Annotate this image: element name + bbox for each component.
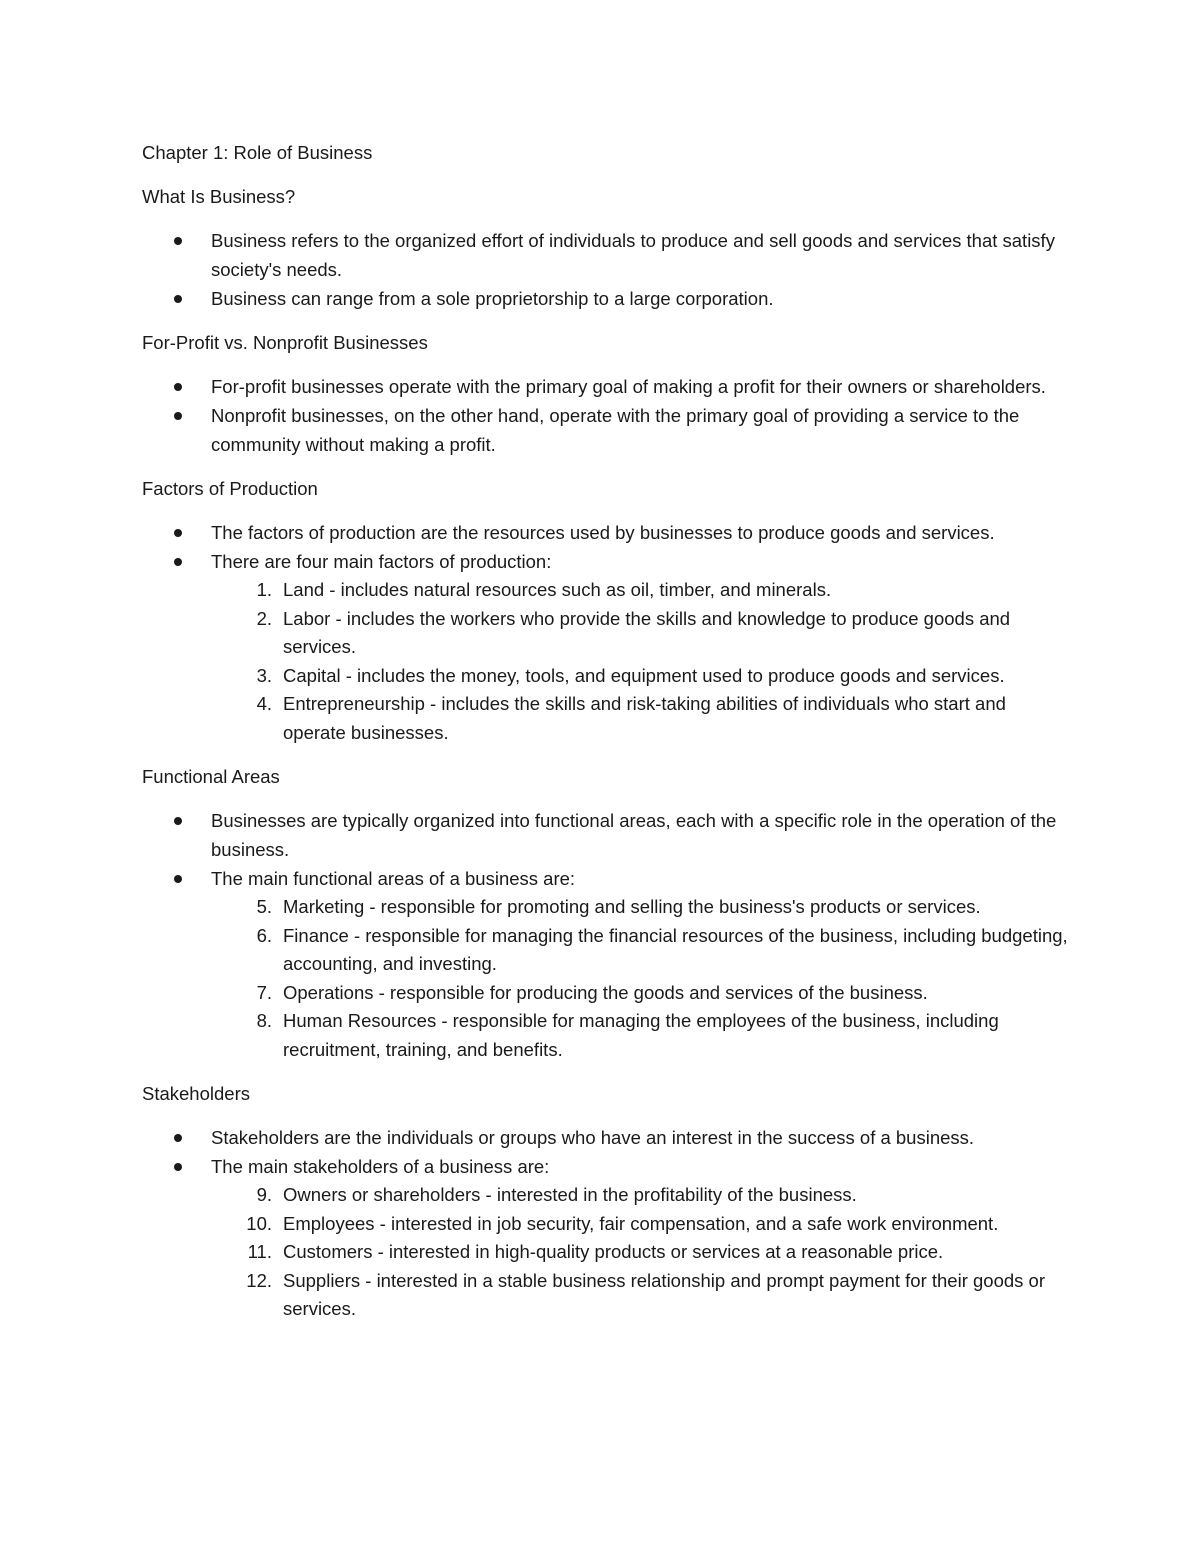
item-text: Employees - interested in job security, fair compensation, and a safe work environment.: [283, 1212, 999, 1234]
numbered-list: [211, 576, 1072, 747]
bullet-text: Stakeholders are the individuals or groups who have an interest in the success of a business.: [211, 1127, 975, 1148]
item-text: Human Resources - responsible for managing the employees of the business, including recruitment, training, and benefits.: [283, 1010, 999, 1060]
bullet-icon: [174, 237, 182, 245]
bullet-icon: [174, 558, 182, 566]
numbered-item: [142, 893, 1072, 922]
item-number: 3.: [256, 664, 272, 686]
item-text: Finance - responsible for managing the financial resources of the business, including budgeting, accounting, and investing.: [283, 924, 1068, 974]
item-text: Operations - responsible for producing the goods and services of the business.: [283, 981, 928, 1003]
bullet-list: [142, 1123, 1072, 1324]
bullet-item: [142, 372, 1072, 401]
item-number: 10.: [246, 1212, 272, 1234]
numbered-item: [142, 922, 1072, 979]
section-heading: Functional Areas: [142, 766, 280, 787]
bullet-item: [142, 226, 1072, 284]
bullet-list: [142, 226, 1072, 313]
numbered-item: [142, 1181, 1072, 1210]
numbered-item: [142, 690, 1072, 747]
numbered-list: [211, 1181, 1072, 1324]
bullet-text: Nonprofit businesses, on the other hand, operate with the primary goal of providing a service to the community without making a profit.: [211, 405, 1020, 455]
item-number: 11.: [247, 1241, 272, 1262]
bullet-item: [142, 1123, 1072, 1152]
item-number: 5.: [256, 896, 272, 917]
section-heading: Factors of Production: [142, 478, 318, 499]
item-text: Entrepreneurship - includes the skills and risk-taking abilities of individuals who start and operate businesses.: [283, 693, 1006, 743]
bullet-item: [142, 1152, 1072, 1324]
document-title: Chapter 1: Role of Business: [142, 142, 373, 163]
item-number: 1.: [256, 579, 272, 600]
numbered-item: [142, 1210, 1072, 1239]
bullet-icon: [174, 1163, 182, 1171]
numbered-item: [142, 605, 1072, 662]
section-heading: Stakeholders: [142, 1083, 250, 1104]
item-text: Land - includes natural resources such as oil, timber, and minerals.: [283, 579, 832, 600]
numbered-item: [142, 979, 1072, 1008]
bullet-text: Business can range from a sole proprietorship to a large corporation.: [211, 288, 774, 309]
numbered-item: [142, 1267, 1072, 1324]
item-number: 6.: [256, 924, 272, 946]
item-text: Owners or shareholders - interested in the profitability of the business.: [283, 1184, 857, 1205]
item-number: 9.: [256, 1184, 272, 1205]
bullet-text: The main functional areas of a business are:: [211, 868, 576, 889]
bullet-icon: [174, 412, 182, 420]
item-text: Marketing - responsible for promoting and selling the business's products or services.: [283, 896, 981, 917]
section-heading: For-Profit vs. Nonprofit Businesses: [142, 332, 428, 353]
item-number: 7.: [256, 981, 272, 1003]
bullet-icon: [174, 529, 182, 537]
bullet-item: [142, 401, 1072, 459]
bullet-icon: [174, 1134, 182, 1142]
bullet-item: [142, 806, 1072, 864]
bullet-item: [142, 864, 1072, 1064]
item-text: Capital - includes the money, tools, and equipment used to produce goods and services.: [283, 664, 1005, 686]
item-number: 12.: [246, 1269, 272, 1291]
bullet-text: Businesses are typically organized into functional areas, each with a specific role in the operation of the business.: [211, 810, 1057, 860]
bullet-icon: [174, 875, 182, 883]
numbered-item: [142, 1238, 1072, 1267]
bullet-item: [142, 547, 1072, 747]
bullet-icon: [174, 295, 182, 303]
numbered-list: [211, 893, 1072, 1064]
bullet-text: There are four main factors of production:: [211, 551, 552, 572]
bullet-icon: [174, 383, 182, 391]
numbered-item: [142, 1007, 1072, 1064]
item-number: 2.: [256, 607, 272, 629]
item-number: 4.: [256, 693, 272, 714]
bullet-text: For-profit businesses operate with the primary goal of making a profit for their owners or shareholders.: [211, 376, 1046, 397]
section-heading: What Is Business?: [142, 186, 296, 207]
bullet-list: [142, 806, 1072, 1064]
numbered-item: [142, 662, 1072, 691]
numbered-item: [142, 576, 1072, 605]
bullet-item: [142, 518, 1072, 547]
bullet-text: The factors of production are the resources used by businesses to produce goods and services.: [211, 522, 995, 543]
item-text: Customers - interested in high-quality products or services at a reasonable price.: [283, 1241, 944, 1262]
item-text: Labor - includes the workers who provide the skills and knowledge to produce goods and services.: [283, 607, 1011, 657]
item-text: Suppliers - interested in a stable business relationship and prompt payment for their goods or services.: [283, 1269, 1046, 1319]
bullet-text: Business refers to the organized effort of individuals to produce and sell goods and services that satisfy society's needs.: [211, 230, 1055, 280]
bullet-item: [142, 284, 1072, 313]
bullet-list: [142, 372, 1072, 459]
document-page: [142, 138, 1072, 1339]
bullet-text: The main stakeholders of a business are:: [211, 1156, 550, 1177]
bullet-icon: [174, 817, 182, 825]
item-number: 8.: [256, 1010, 272, 1031]
bullet-list: [142, 518, 1072, 747]
